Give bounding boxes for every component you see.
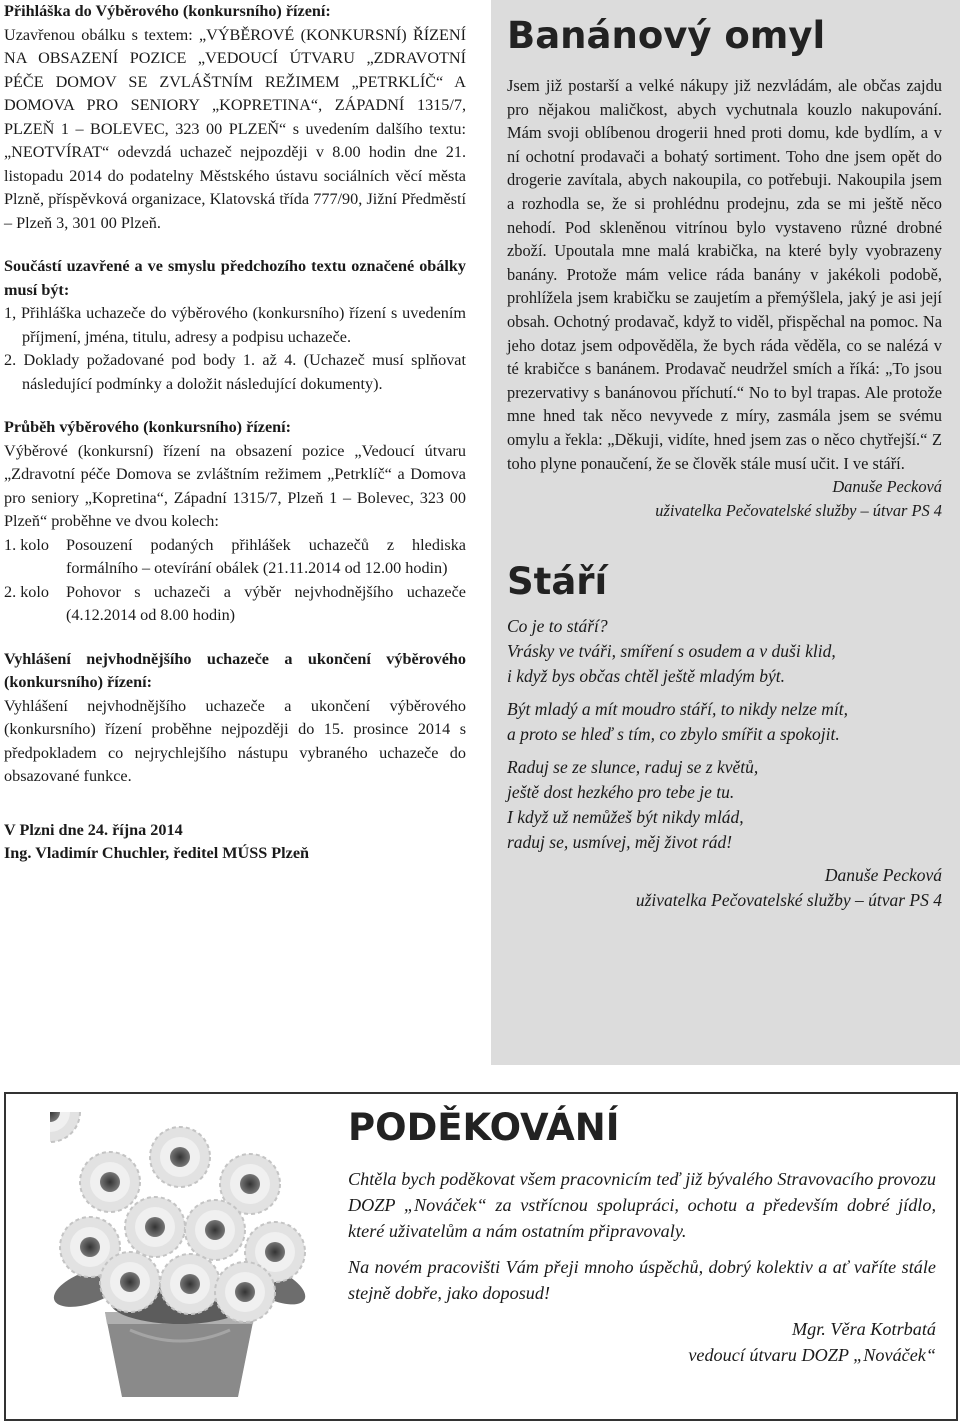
- process-heading: Průběh výběrového (konkursního) řízení:: [4, 418, 292, 436]
- contents-item: 1, Přihláška uchazeče do výběrového (konkursního) řízení s uvedením příjmení, jména, titulu, adresy a podpisu uchazeče.: [4, 304, 466, 346]
- thanks-paragraph: Na novém pracovišti Vám přeji mnoho úspěchů, dobrý kolektiv a ať vaříte stále stejně dobře, jako doposud!: [348, 1257, 936, 1303]
- contents-item: 2. Doklady požadované pod body 1. až 4. (Uchazeč musí splňovat následující podmínky a doložit následující dokumenty).: [4, 351, 466, 393]
- application-text: Uzavřenou obálku s textem: „VÝBĚROVÉ (KONKURSNÍ) ŘÍZENÍ NA OBSAZENÍ POZICE „VEDOUCÍ ÚTVARU „ZDRAVOTNÍ PÉČE DOMOV SE ZVLÁŠTNÍM REŽIMEM „PETRKLÍČ“ A DOMOVA PRO SENIORY „KOPRETINA“, ZÁPADNÍ 1315/7, PLZEŇ 1 – BOLEVEC, 323 00 PLZEŇ“ s uvedením dalšího textu: „NEOTVÍRAT“ odevzdá uchazeč nejpozději v 8.00 hodin dne 21. listopadu 2014 do podatelny Městského ústavu sociálních věcí města Plzně, příspěvková organizace, Klatovská třída 777/90, Jižní Předměstí – Plzeň 3, 301 00 Plzeň.: [4, 25, 466, 232]
- application-heading: Přihláška do Výběrového (konkursního) řízení:: [4, 2, 331, 20]
- poem-line: ještě dost hezkého pro tebe je tu.: [507, 782, 735, 803]
- poem-author-role: uživatelka Pečovatelské služby – útvar PS 4: [635, 890, 942, 911]
- signature-block: [4, 819, 466, 866]
- round-text: Posouzení podaných přihlášek uchazečů z hlediska formálního – otevírání obálek (21.11.2014 od 12.00 hodin): [66, 535, 466, 577]
- thanks-content: [348, 1106, 936, 1368]
- poem-stanza: [507, 755, 942, 855]
- poem-stanza: [507, 614, 942, 689]
- application-section: [4, 0, 466, 235]
- poem-line: raduj se, usmívej, měj život rád!: [507, 832, 733, 853]
- process-text: Výběrové (konkursní) řízení na obsazení pozice „Vedoucí útvaru „Zdravotní péče Domova se zvláštním režimem „Petrklíč“ a Domova pro seniory „Kopretina“, Západní 1315/7, Plzeň 1 – Bolevec, 323 00 Plzeň“ proběhne ve dvou kolech:: [4, 441, 466, 530]
- poem-line: i když bys občas chtěl ještě mladým být.: [507, 666, 785, 687]
- thanks-heading: PODĚKOVÁNÍ: [348, 1106, 620, 1149]
- round-text: Pohovor s uchazeči a výběr nejvhodnějšího uchazeče (4.12.2014 od 8.00 hodin): [66, 582, 466, 624]
- right-column: [491, 0, 960, 1065]
- poem-stanza: [507, 697, 942, 747]
- process-section: [4, 416, 466, 628]
- announce-heading: Vyhlášení nejvhodnějšího uchazeče a ukončení výběrového (konkursního) řízení:: [4, 649, 466, 691]
- poem-line: Vrásky ve tváři, smíření s osudem a v duši klid,: [507, 641, 836, 662]
- announce-section: [4, 648, 466, 789]
- sign-date: V Plzni dne 24. října 2014: [4, 820, 183, 839]
- round-item: [4, 581, 466, 628]
- round-label: 2. kolo: [4, 582, 49, 601]
- announce-text: Vyhlášení nejvhodnějšího uchazeče a ukončení výběrového (konkursního) řízení proběhne nejpozději do 15. prosince 2014 s předpokladem co nejrychlejšího nástupu vybraného uchazeče do obsazované funkce.: [4, 696, 466, 785]
- left-column: [4, 0, 466, 866]
- poem-line: Raduj se ze slunce, raduj se z květů,: [507, 757, 759, 778]
- poem-heading: Stáří: [507, 560, 608, 604]
- round-label: 1. kolo: [4, 535, 49, 554]
- thanks-paragraph: Chtěla bych poděkovat všem pracovnicím teď již bývalého Stravovacího provozu DOZP „Nováček“ za vstřícnou spolupráci, ochotu a především dobré jídlo, které uživatelům a nám ostatním připravovaly.: [348, 1169, 936, 1241]
- poem-line: I když už nemůžeš být nikdy mlád,: [507, 807, 744, 828]
- poem-author: Danuše Pecková: [824, 865, 942, 886]
- round-item: [4, 534, 466, 581]
- poem-line: Být mladý a mít moudro stáří, to nikdy nelze mít,: [507, 699, 849, 720]
- flower-bouquet-icon: [50, 1112, 310, 1402]
- banana-heading: Banánový omyl: [507, 14, 826, 57]
- contents-section: [4, 255, 466, 396]
- poem-line: Co je to stáří?: [507, 616, 608, 637]
- banana-author: Danuše Pecková: [832, 477, 942, 497]
- thanks-author: Mgr. Věra Kotrbatá: [792, 1319, 936, 1339]
- poem-line: a proto se hleď s tím, co zbylo smířit a spokojit.: [507, 724, 840, 745]
- banana-author-role: uživatelka Pečovatelské služby – útvar PS 4: [655, 500, 942, 520]
- thanks-box: [4, 1092, 958, 1421]
- banana-text: Jsem již postarší a velké nákupy již nezvládám, ale občas zajdu pro nějakou maličkost, abych vychutnala kouzlo nakupování. Mám svoji oblíbenou drogerii hned proti domu, kde bydlím, a v ní ochotní prodavači a bohatý sortiment. Toho dne jsem opět do drogerie zavítala, abych nakoupila, co potřebuji. Nakoupila jsem a rozhodla se, že si prohlédnu prodejnu, zda se mi ještě něco nehodí. Pod skleněnou vitrínou bylo vystaveno různé drobné zboží. Upoutala mne malá krabička, na které byly vyobrazeny banány. Protože mám velice ráda banány v jakékoli podobě, prohlížela jsem krabičku se zaujetím a přemýšlela, jaký je asi její obsah. Ochotný prodavač, když to viděl, přispěchal na pomoc. Na jeho dotaz jsem odpověděla, že bych ráda věděla, co se nalézá v té krabičce s banánem. Prodavač neudržel smích a říká: „To jsou prezervativy s banánovou příchutí.“ No to byl trapas. Ale protože mne hned tak něco nevyvede z míry, zasmála jsem se svému omylu a řekla: „Děkuji, vidíte, hned jsem zas o něco chytřejší.“ Z toho plyne ponaučení, že se člověk stále musí učit. I ve stáří.: [507, 76, 942, 473]
- contents-heading: Součástí uzavřené a ve smyslu předchozího textu označené obálky musí být:: [4, 257, 466, 299]
- thanks-author-role: vedoucí útvaru DOZP „Nováček“: [688, 1345, 936, 1365]
- sign-name: Ing. Vladimír Chuchler, ředitel MÚSS Plzeň: [4, 844, 310, 862]
